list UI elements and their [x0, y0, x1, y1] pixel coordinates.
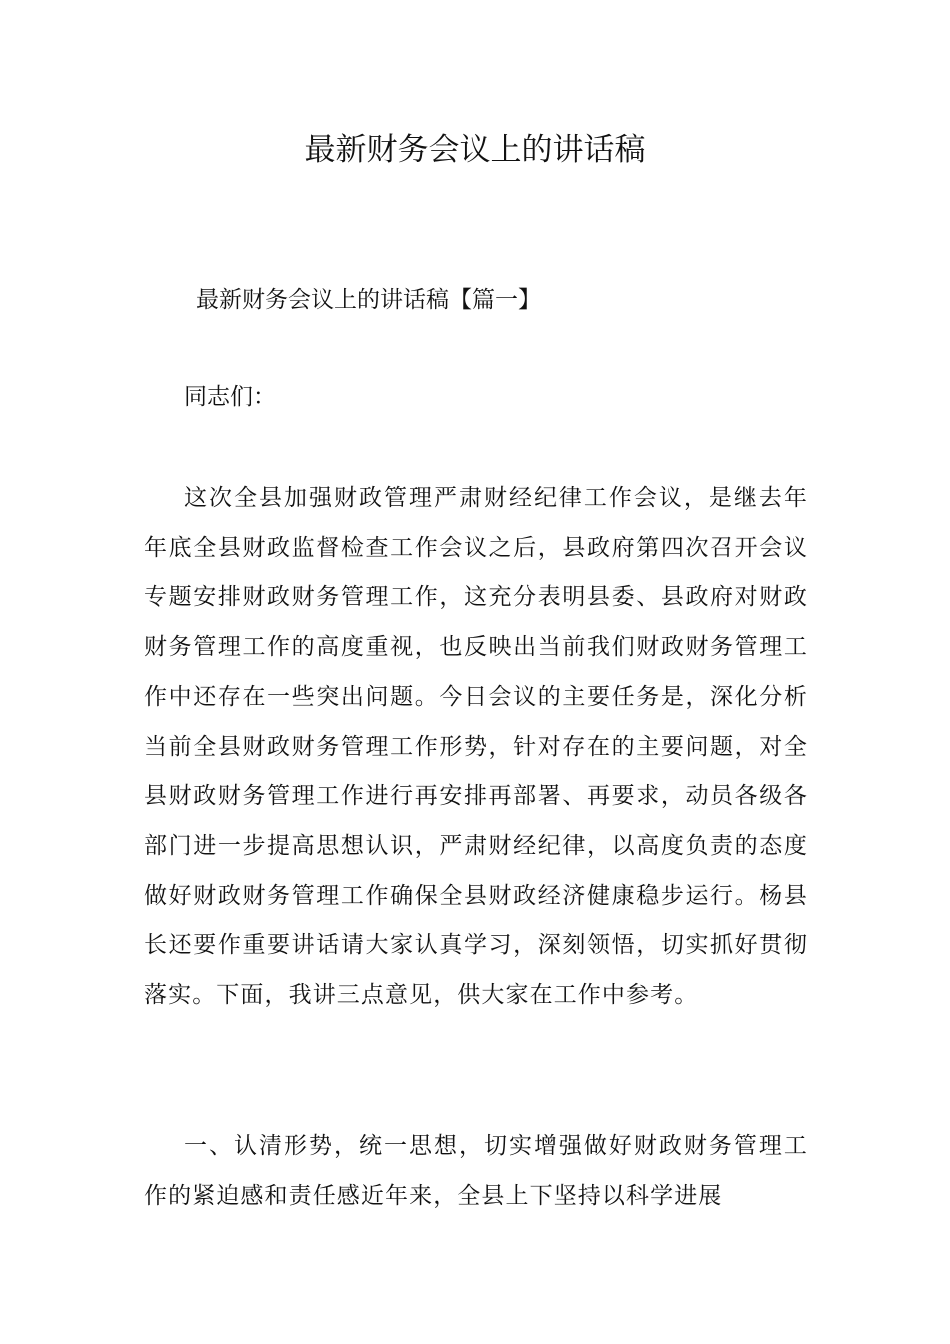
greeting-line: 同志们： [184, 384, 276, 410]
body-paragraph: 一、认清形势，统一思想，切实增强做好财政财务管理工作的紧迫感和责任感近年来，全县上下坚持以科学进展 [144, 1133, 808, 1209]
document-title: 最新财务会议上的讲话稿 [304, 132, 646, 168]
body-paragraph: 这次全县加强财政管理严肃财经纪律工作会议，是继去年年底全县财政监督检查工作会议之后，县政府第四次召开会议专题安排财政财务管理工作，这充分表明县委、县政府对财政财务管理工作的高度重视，也反映出当前我们财政财务管理工作中还存在一些突出问题。今日会议的主要任务是，深化分析当前全县财政财务管理工作形势，针对存在的主要问题，对全县财政财务管理工作进行再安排再部署、再要求，动员各级各部门进一步提高思想认识，严肃财经纪律，以高度负责的态度做好财政财务管理工作确保全县财政经济健康稳步运行。杨县长还要作重要讲话请大家认真学习，深刻领悟，切实抓好贯彻落实。下面，我讲三点意见，供大家在工作中参考。 [144, 485, 808, 1009]
section-subtitle: 最新财务会议上的讲话稿【篇一】 [196, 287, 541, 313]
